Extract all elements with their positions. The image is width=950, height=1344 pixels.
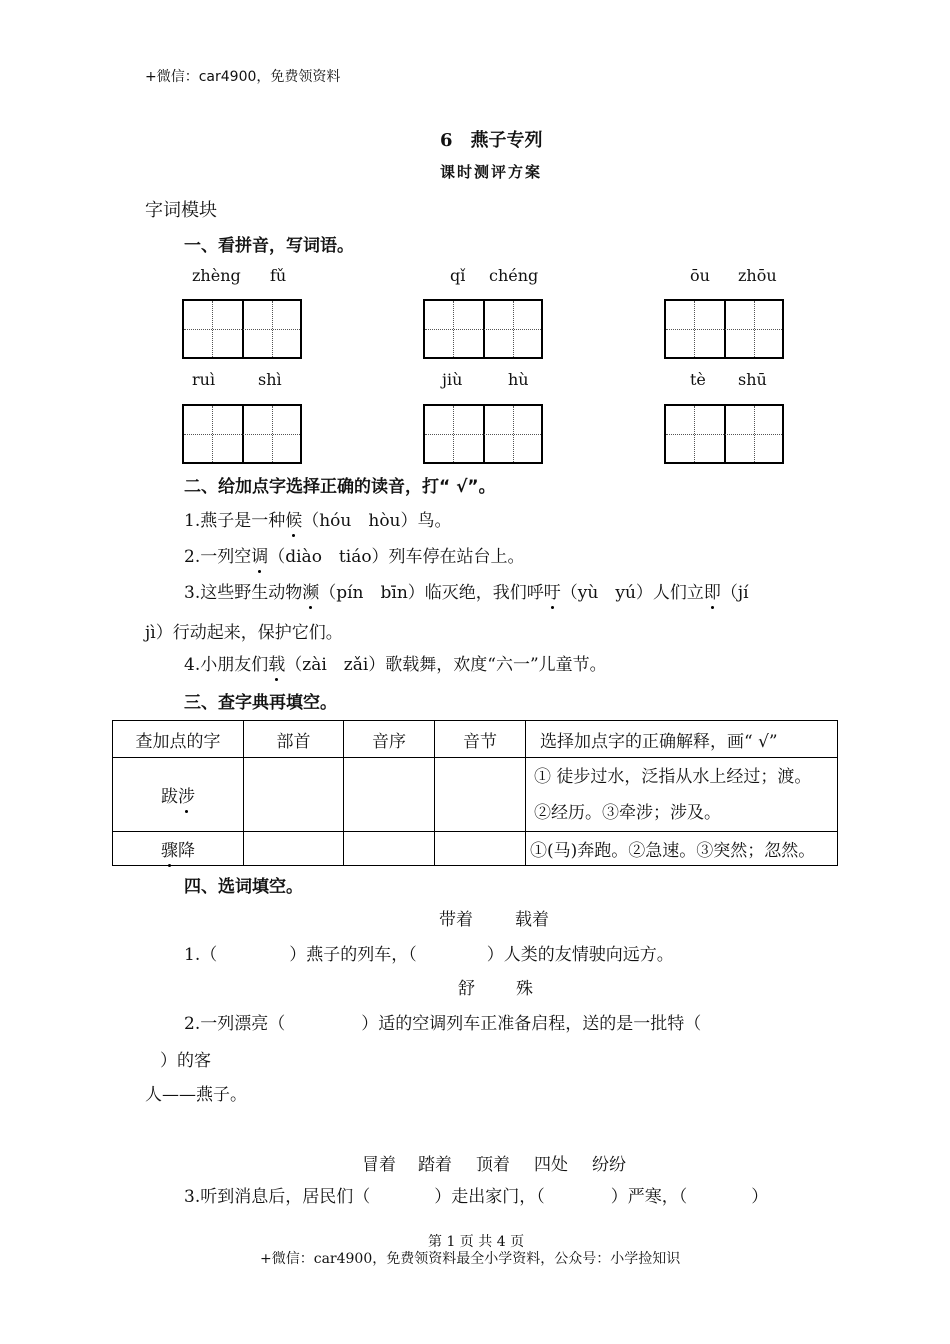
- dotted-char: 载: [268, 655, 286, 675]
- dotted-char: 骤: [161, 841, 178, 861]
- dictionary-table: [112, 720, 838, 866]
- word-choice: 冒着: [362, 1155, 396, 1175]
- table-word: 骤降: [113, 832, 244, 866]
- page-title: 6 燕子专列: [440, 130, 543, 151]
- pinyin: zhōu: [738, 266, 777, 285]
- fill-blank-line: 人——燕子。: [145, 1085, 247, 1105]
- dotted-char: 吁: [543, 583, 561, 603]
- section4-heading: 四、选词填空。: [184, 877, 303, 897]
- pinyin: shū: [738, 370, 767, 389]
- writing-grid[interactable]: [664, 299, 784, 359]
- pinyin: qǐ: [450, 266, 466, 285]
- dotted-char: 调: [251, 547, 269, 567]
- fill-blank-line: ）的客: [160, 1051, 211, 1071]
- table-header-row: [113, 721, 838, 758]
- explanation-cell: ① 徒步过水，泛指从水上经过；渡。 ②经历。③牵涉；涉及。: [526, 758, 838, 832]
- header-watermark: +微信：car4900，免费领资料: [145, 69, 341, 85]
- word-choice: 带着: [439, 910, 473, 930]
- word-choice: 载着: [515, 910, 549, 930]
- writing-grid[interactable]: [423, 404, 543, 464]
- section1-heading: 一、看拼音，写词语。: [184, 236, 354, 256]
- page-subtitle: 课时测评方案: [440, 163, 543, 181]
- word-choice: 舒: [458, 979, 475, 999]
- pinyin: tè: [690, 370, 706, 389]
- pinyin: zhèng: [192, 266, 241, 285]
- fill-blank-line: 3.听到消息后，居民们（ ）走出家门，（ ）严寒，（ ）: [184, 1187, 769, 1207]
- writing-grid[interactable]: [664, 404, 784, 464]
- question-line: 1.燕子是一种候（hóu hòu）鸟。: [184, 511, 452, 531]
- fill-blank-line: 2.一列漂亮（ ）适的空调列车正准备启程，送的是一批特（: [184, 1014, 702, 1034]
- writing-grid[interactable]: [423, 299, 543, 359]
- pinyin: shì: [258, 370, 282, 389]
- pinyin: fǔ: [270, 266, 287, 285]
- answer-cell[interactable]: [344, 758, 435, 832]
- explanation-cell: ①(马)奔跑。②急速。③突然；忽然。: [526, 832, 838, 866]
- table-header: 音序: [344, 721, 435, 758]
- table-row: [113, 832, 838, 866]
- writing-grid[interactable]: [182, 299, 302, 359]
- pinyin: hù: [508, 370, 529, 389]
- pinyin: jiù: [442, 370, 463, 389]
- question-line: 4.小朋友们载（zài zǎi）歌载舞，欢度“六一”儿童节。: [184, 655, 607, 675]
- dotted-char: 濒: [302, 583, 320, 603]
- section2-heading: 二、给加点字选择正确的读音，打“ √”。: [184, 477, 496, 497]
- word-choice: 纷纷: [592, 1155, 626, 1175]
- table-row: [113, 758, 838, 832]
- answer-cell[interactable]: [435, 832, 526, 866]
- word-choice: 殊: [516, 979, 533, 999]
- answer-cell[interactable]: [244, 758, 344, 832]
- pinyin: chéng: [489, 266, 539, 285]
- table-header: 音节: [435, 721, 526, 758]
- word-choice: 四处: [534, 1155, 568, 1175]
- question-line: 2.一列空调（diào tiáo）列车停在站台上。: [184, 547, 525, 567]
- word-choice: 踏着: [418, 1155, 452, 1175]
- page-number: 第 1 页 共 4 页: [428, 1234, 525, 1250]
- section3-heading: 三、查字典再填空。: [184, 693, 337, 713]
- pinyin: ōu: [690, 266, 710, 285]
- answer-cell[interactable]: [244, 832, 344, 866]
- question-line: jì）行动起来，保护它们。: [145, 623, 343, 643]
- dotted-char: 涉: [178, 787, 195, 807]
- table-header: 部首: [244, 721, 344, 758]
- writing-grid[interactable]: [182, 404, 302, 464]
- answer-cell[interactable]: [344, 832, 435, 866]
- dotted-char: 候: [285, 511, 303, 531]
- table-word: 跋涉: [113, 758, 244, 832]
- footer-watermark: +微信：car4900，免费领资料最全小学资料，公众号：小学捡知识: [260, 1251, 681, 1267]
- word-choice: 顶着: [476, 1155, 510, 1175]
- question-line: 3.这些野生动物濒（pín bīn）临灭绝，我们呼吁（yù yú）人们立即（jí: [184, 583, 749, 603]
- table-header: 查加点的字: [113, 721, 244, 758]
- dotted-char: 即: [703, 583, 721, 603]
- module-heading: 字词模块: [145, 200, 217, 221]
- pinyin: ruì: [192, 370, 216, 389]
- answer-cell[interactable]: [435, 758, 526, 832]
- table-header: 选择加点字的正确解释，画“ √”: [526, 721, 838, 758]
- fill-blank-line: 1.（ ）燕子的列车，（ ）人类的友情驶向远方。: [184, 945, 674, 965]
